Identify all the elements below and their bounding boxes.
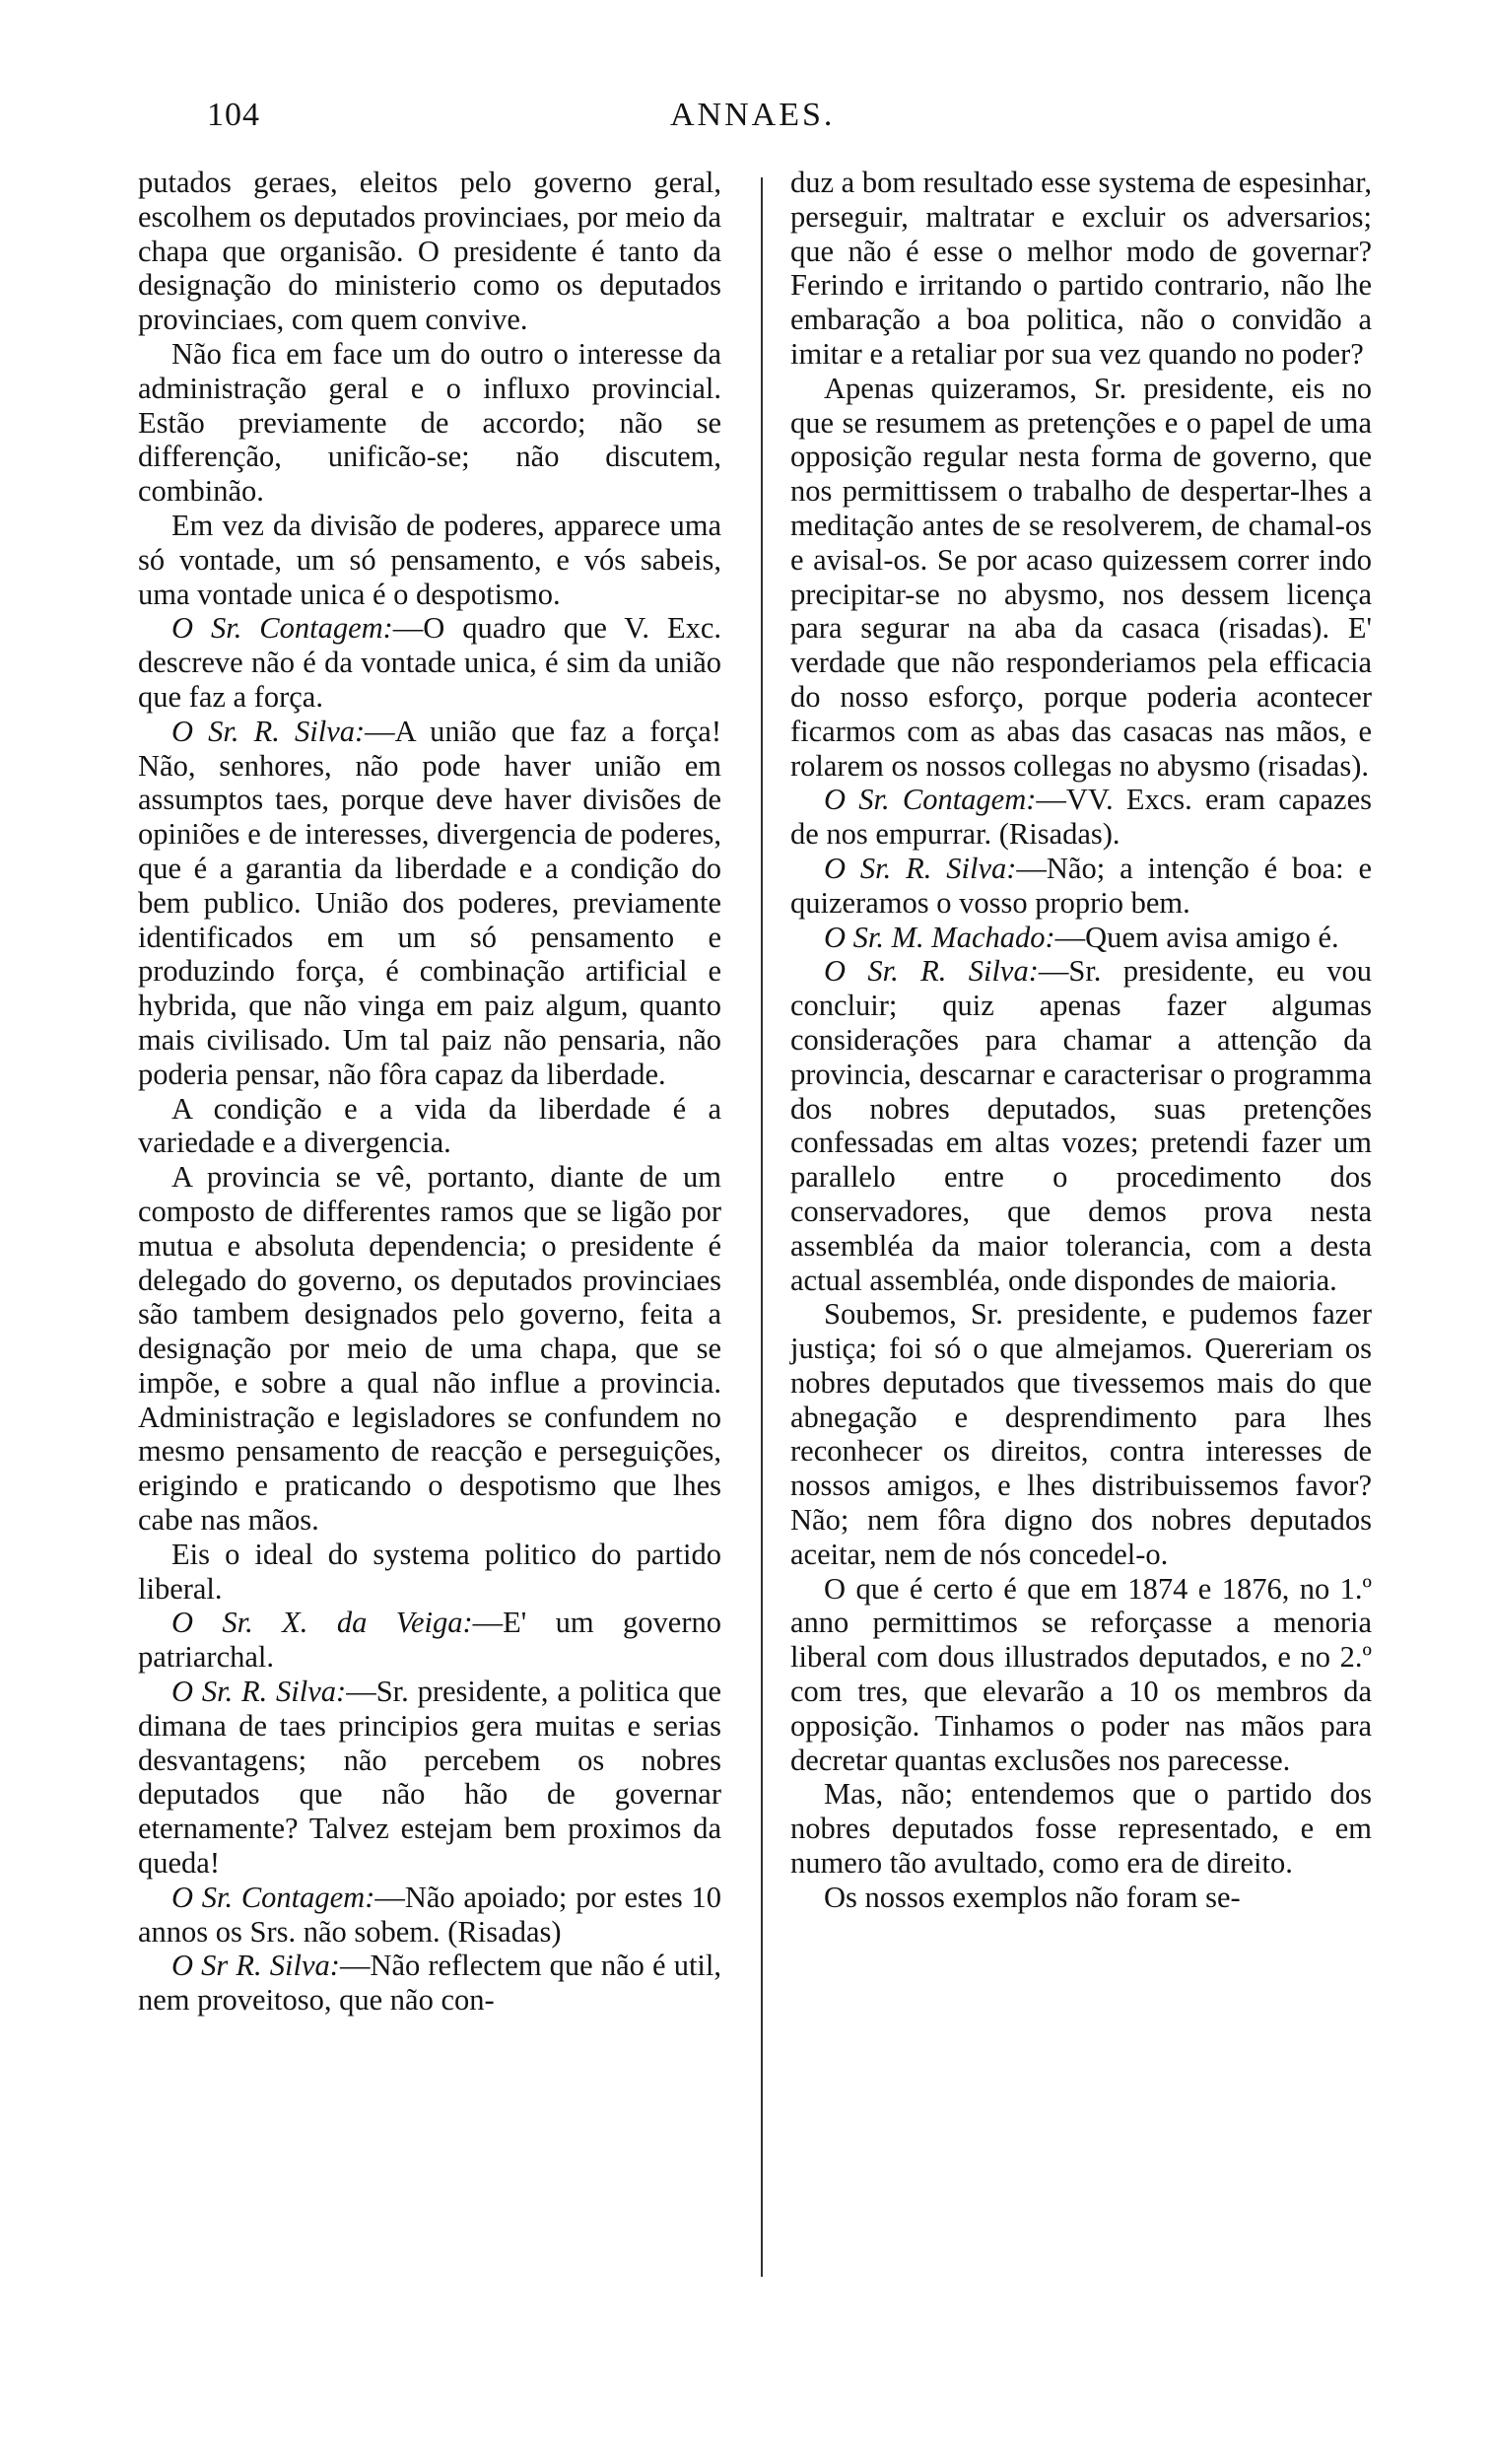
paragraph [790, 954, 1372, 1297]
paragraph [138, 1881, 721, 1950]
speaker-name: O Sr. Contagem: [171, 1880, 375, 1914]
paragraph [138, 1538, 721, 1607]
paragraph [790, 1297, 1372, 1571]
paragraph [138, 1160, 721, 1538]
paragraph [790, 1572, 1372, 1778]
paragraph-text: —VV. Excs. eram capazes de nos empurrar. (Risadas). [790, 783, 1372, 852]
speaker-name: O Sr R. Silva: [171, 1949, 340, 1983]
paragraph-text: Mas, não; entendemos que o partido dos nobres deputados fosse representado, e em numero tão avultado, como era de direito. [790, 1777, 1372, 1881]
left-text-column [138, 166, 721, 2018]
paragraph-text: Soubemos, Sr. presidente, e pudemos fazer justiça; foi só o que almejamos. Quereriam os nobres deputados que tivessemos mais do que abnegação e desprendimento para lhes reconhecer os direitos, contra interesses de nossos amigos, e lhes distribuissemos favor? Não; nem fôra digno dos nobres deputados aceitar, nem de nós concedel-o. [790, 1297, 1372, 1571]
speaker-name: O Sr. M. Machado: [824, 920, 1055, 954]
paragraph [790, 1881, 1372, 1915]
paragraph [138, 1092, 721, 1161]
paragraph [790, 783, 1372, 852]
speaker-name: O Sr. R. Silva: [824, 954, 1039, 989]
paragraph [790, 921, 1372, 955]
paragraph-text: —Não; a intenção é boa: e quizeramos o vosso proprio bem. [790, 851, 1372, 920]
paragraph [138, 509, 721, 611]
paragraph [138, 715, 721, 1092]
speaker-name: O Sr. Contagem: [824, 783, 1037, 817]
running-title: ANNAES. [670, 97, 836, 133]
paragraph-text: A provincia se vê, portanto, diante de um composto de differentes ramos que se ligão por mutua e absoluta dependencia; o presidente é delegado do governo, os deputados provinciaes são tambem designados pelo governo, feita a designação por meio de uma chapa, que se impõe, e sobre a qual não influe a provincia. Administração e legisladores se confundem no mesmo pensamento de reacção e perseguições, erigindo e praticando o despotismo que lhes cabe nas mãos. [138, 1160, 721, 1538]
paragraph-text: —Sr. presidente, eu vou concluir; quiz apenas fazer algumas considerações para chamar a attenção da provincia, descarnar e caracterisar o programma dos nobres deputados, suas pretenções confessadas em altas vozes; pretendi fazer um parallelo entre o procedimento dos conservadores, que demos prova nesta assembléa da maior tolerancia, com a desta actual assembléa, onde dispondes de maioria. [790, 954, 1372, 1297]
column-divider [761, 177, 763, 2277]
paragraph [138, 166, 721, 337]
speaker-name: O Sr. Contagem: [171, 611, 393, 646]
paragraph [138, 1675, 721, 1881]
paragraph-text: —Não apoiado; por estes 10 annos os Srs. não sobem. (Risadas) [138, 1880, 721, 1949]
paragraph-text: O que é certo é que em 1874 e 1876, no 1.º anno permittimos se reforçasse a menoria liberal com dous illustrados deputados, e no 2.º com tres, que elevarão a 10 os membros da opposição. Tinhamos o poder nas mãos para decretar quantas exclusões nos parecesse. [790, 1571, 1372, 1777]
paragraph [790, 1777, 1372, 1880]
speaker-name: O Sr. R. Silva: [171, 714, 366, 748]
paragraph-text: Os nossos exemplos não foram se- [824, 1880, 1241, 1914]
paragraph [138, 611, 721, 714]
paragraph-text: Apenas quizeramos, Sr. presidente, eis no que se resumem as pretenções e o papel de uma opposição regular nesta forma de governo, que nos permittissem o trabalho de despertar-lhes a meditação antes de se resolverem, de chamal-os e avisal-os. Se por acaso quizessem correr indo precipitar-se no abysmo, nos dessem licença para segurar na aba da casaca (risadas). E' verdade que não responderiamos pela efficacia do nosso esforço, porque poderia acontecer ficarmos com as abas das casacas nas mãos, e rolarem os nossos collegas no abysmo (risadas). [790, 371, 1372, 783]
paragraph-text: Não fica em face um do outro o interesse da administração geral e o influxo provincial. Estão previamente de accordo; não se differenção, unificão-se; não discutem, combinão. [138, 336, 721, 509]
right-text-column [790, 166, 1372, 1915]
page-header [207, 97, 1375, 146]
paragraph-text: —Quem avisa amigo é. [1054, 920, 1339, 954]
paragraph [138, 1949, 721, 2018]
paragraph-text: A condição e a vida da liberdade é a variedade e a divergencia. [138, 1091, 721, 1160]
paragraph-text: putados geraes, eleitos pelo governo geral, escolhem os deputados provinciaes, por meio da chapa que organisão. O presidente é tanto da designação do ministerio como os deputados provinciaes, com quem convive. [138, 166, 721, 337]
paragraph-text: duz a bom resultado esse systema de espesinhar, perseguir, maltratar e excluir os adversarios; que não é esse o melhor modo de governar? Ferindo e irritando o partido contrario, não lhe embaração a boa politica, não o convidão a imitar e a retaliar por sua vez quando no poder? [790, 166, 1372, 371]
paragraph-text: —Sr. presidente, a politica que dimana de taes principios gera muitas e serias desvantagens; não percebem os nobres deputados que não hão de governar eternamente? Talvez estejam bem proximos da queda! [138, 1675, 721, 1881]
paragraph-text: —Não reflectem que não é util, nem proveitoso, que não con- [138, 1949, 721, 2018]
paragraph [790, 166, 1372, 372]
page-number: 104 [207, 97, 260, 133]
paragraph [790, 852, 1372, 921]
paragraph-text: Eis o ideal do systema politico do partido liberal. [138, 1537, 721, 1606]
paragraph-text: —E' um governo patriarchal. [138, 1606, 721, 1675]
paragraph [790, 372, 1372, 784]
speaker-name: O Sr. R. Silva: [824, 851, 1017, 885]
paragraph [138, 1606, 721, 1675]
speaker-name: O Sr. X. da Veiga: [171, 1606, 473, 1640]
speaker-name: O Sr. R. Silva: [171, 1675, 347, 1709]
paragraph [138, 337, 721, 509]
paragraph-text: —A união que faz a força! Não, senhores, não pode haver união em assumptos taes, porque deve haver divisões de opiniões e de interesses, divergencia de poderes, que é a garantia da liberdade e a condição do bem publico. União dos poderes, previamente identificados em um só pensamento e produzindo força, é combinação artificial e hybrida, que não vinga em paiz algum, quanto mais civilisado. Um tal paiz não pensaria, não poderia pensar, não fôra capaz da liberdade. [138, 714, 721, 1091]
paragraph-text: Em vez da divisão de poderes, apparece uma só vontade, um só pensamento, e vós sabeis, uma vontade unica é o despotismo. [138, 508, 721, 611]
paragraph-text: —O quadro que V. Exc. descreve não é da vontade unica, é sim da união que faz a força. [138, 611, 721, 714]
